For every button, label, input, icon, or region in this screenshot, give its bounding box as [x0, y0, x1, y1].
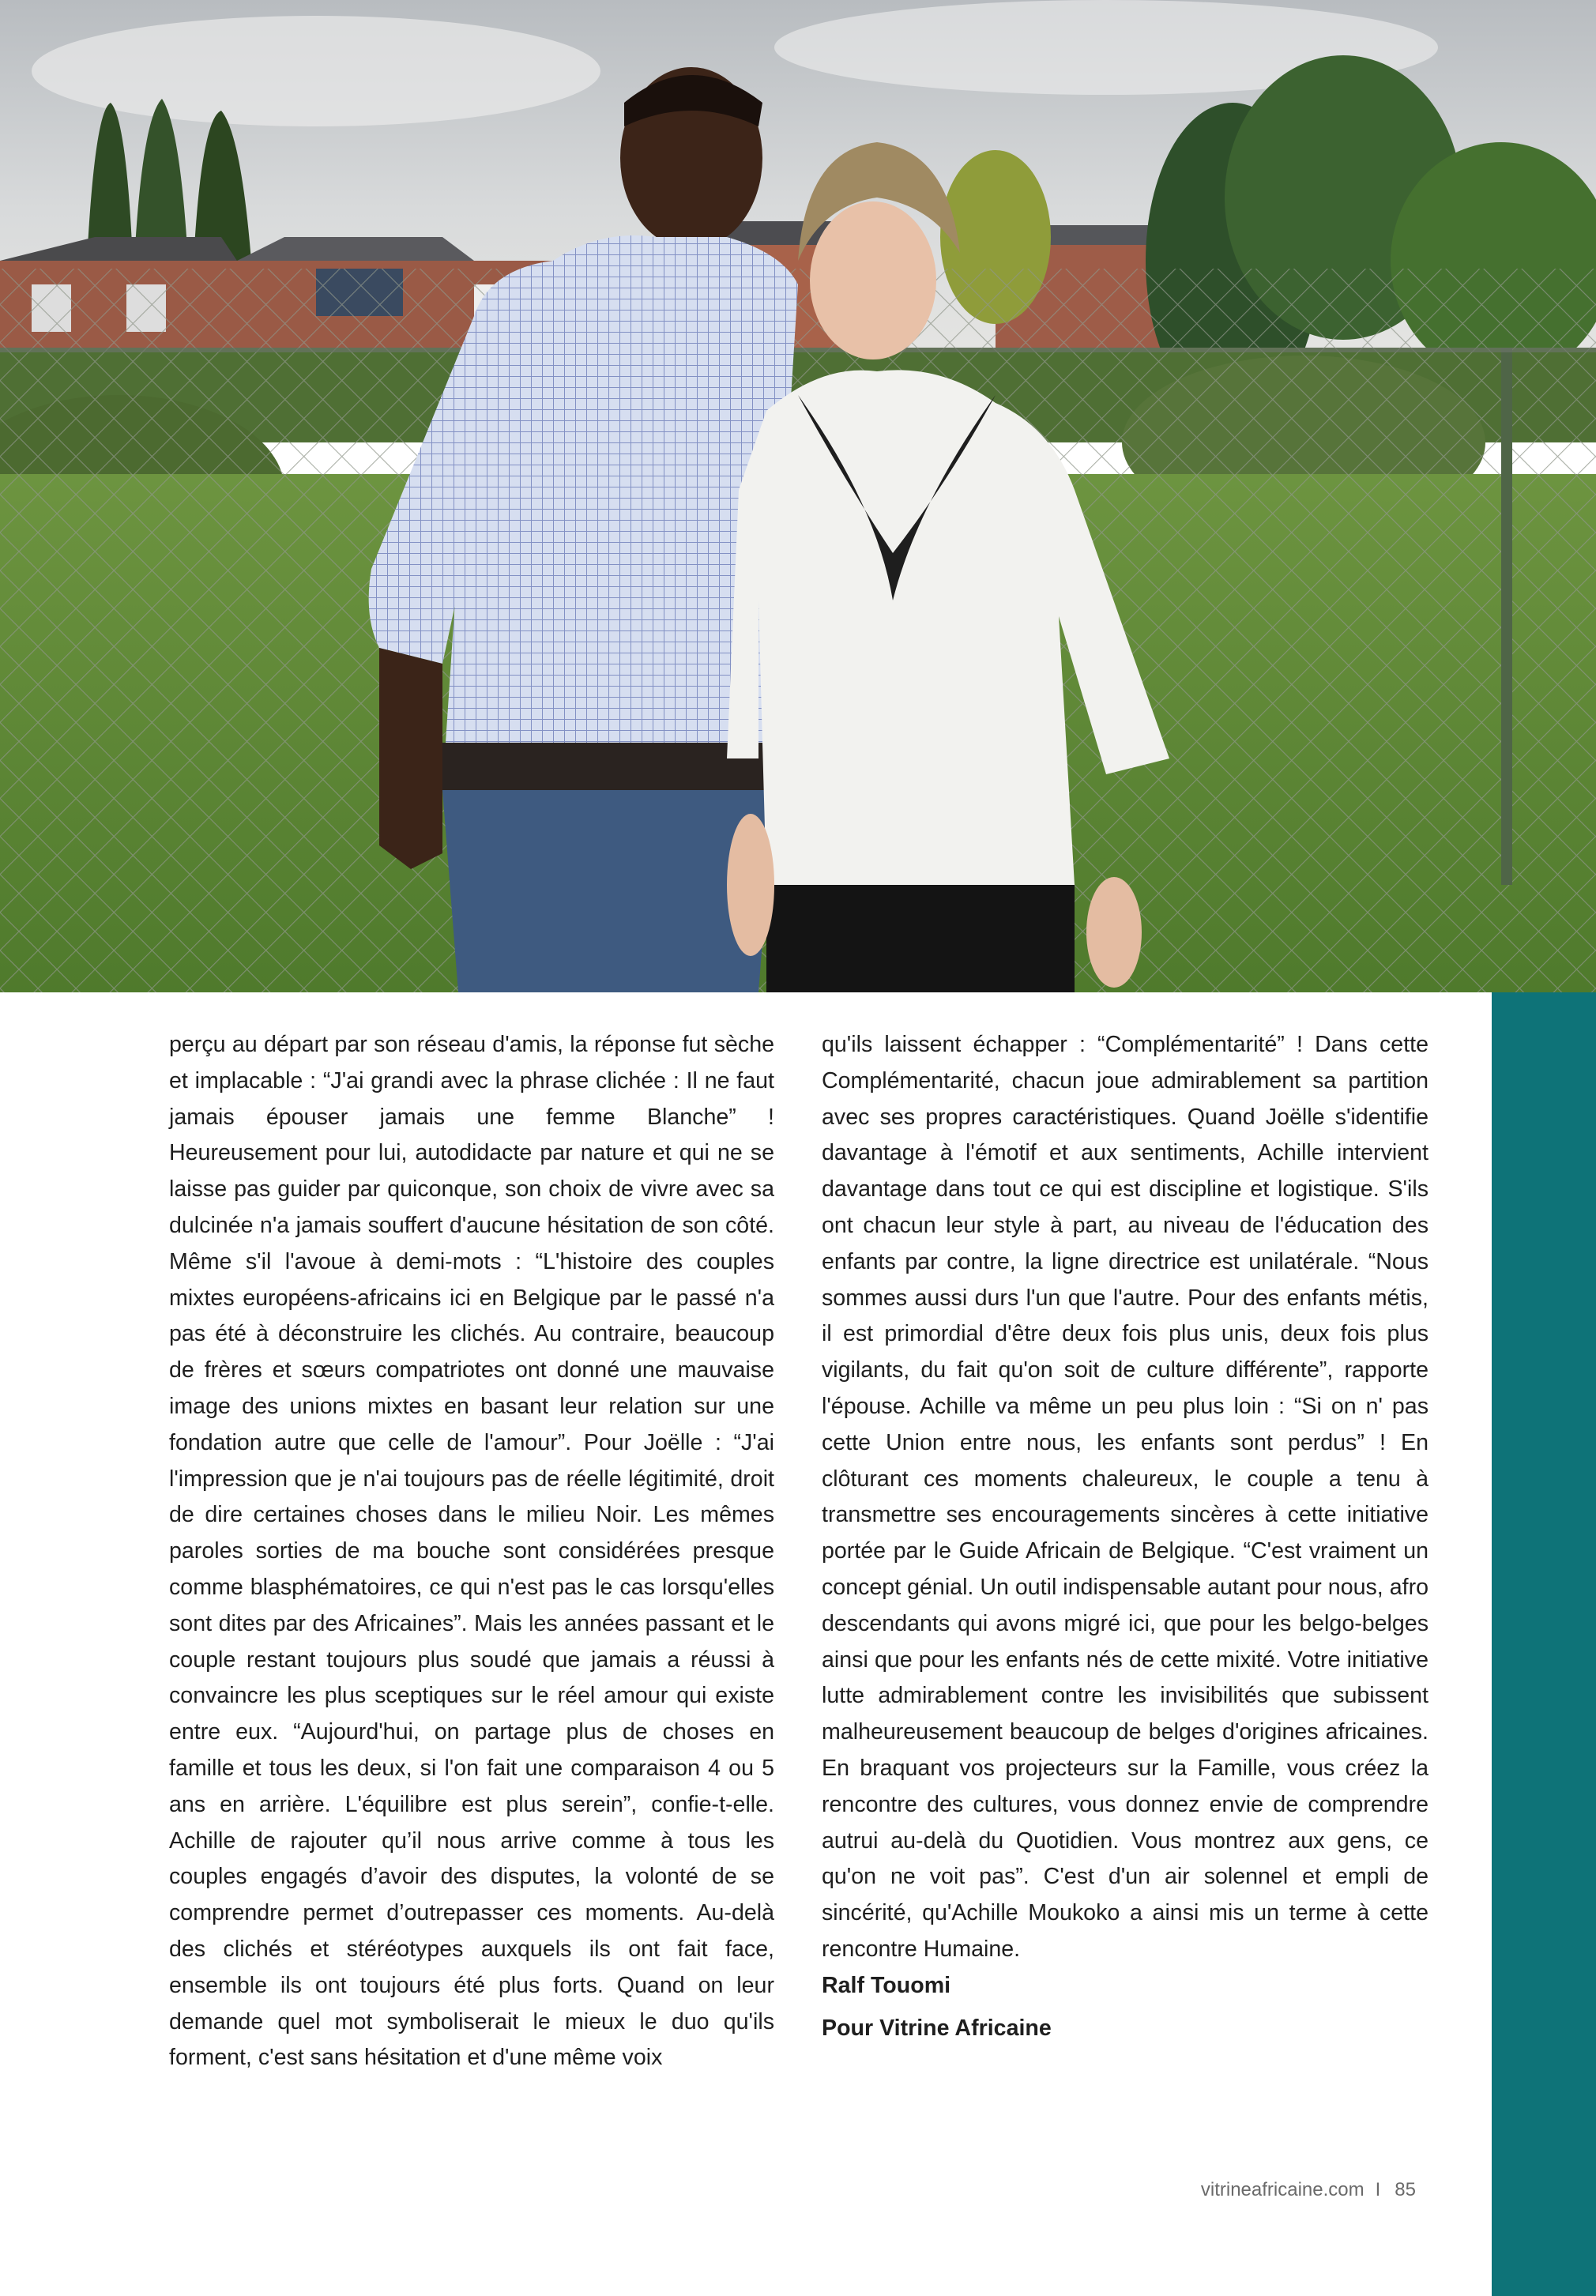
page-footer	[1106, 2179, 1416, 2201]
article-publication: Pour Vitrine Africaine	[822, 2015, 1052, 2041]
couple-photo-icon	[0, 0, 1596, 992]
article-column-right	[822, 1027, 1428, 2046]
article-column-left	[169, 1027, 774, 2076]
page-number: 85	[1395, 2179, 1416, 2200]
article-author: Ralf Touomi	[822, 1972, 951, 1998]
footer-site: vitrineafricaine.com	[1200, 2179, 1365, 2200]
article-text-left: perçu au départ par son réseau d'amis, la réponse fut sèche et implacable : “J'ai grandi avec la phrase clichée : Il ne faut jamais épouser jamais une femme Blanche” ! Heureusement pour lui, autodidacte par nature et qui ne se laisse pas guider par quiconque, son choix de vivre avec sa dulcinée n'a jamais souffert d'aucune hésitation de son côté. Même s'il l'avoue à demi-mots : “L'histoire des couples mixtes européens-africains ici en Belgique par le passé n'a pas été à déconstruire les clichés. Au contraire, beaucoup de frères et sœurs compatriotes ont donné une mauvaise image des unions mixtes en basant leur relation sur une fondation autre que celle de l'amour”. Pour Joëlle : “J'ai l'impression que je n'ai toujours pas de réelle légitimité, droit de dire certaines choses dans le milieu Noir. Les mêmes paroles sorties de ma bouche sont considérées presque comme blasphématoires, ce qui n'est pas le cas lorsqu'elles sont dites par des Africaines”. Mais les années passant et le couple restant toujours plus soudé que jamais a réussi à convaincre les plus sceptiques sur le réel amour qui existe entre eux. “Aujourd'hui, on partage plus de choses en famille et tous les deux, si l'on fait une comparaison 4 ou 5 ans en arrière. L'équilibre est plus serein”, confie-t-elle. Achille de rajouter qu’il nous arrive comme à tous les couples engagés d’avoir des disputes, la volonté de se comprendre permet d’outrepasser ces moments. Au-delà des clichés et stéréotypes auxquels ils ont fait face, ensemble ils ont toujours été plus forts. Quand on leur demande quel mot symboliserait le mieux le duo qu'ils forment, c'est sans hésitation et d'une même voix	[169, 1032, 774, 2071]
article-text-right: qu'ils laissent échapper : “Complémentarité” ! Dans cette Complémentarité, chacun joue admirablement sa partition avec ses propres caractéristiques. Quand Joëlle s'identifie davantage à l'émotif et aux sentiments, Achille intervient davantage dans tout ce qui est discipline et logistique. S'ils ont chacun leur style à part, au niveau de l'éducation des enfants par contre, la ligne directrice est unilatérale. “Nous sommes aussi durs l'un que l'autre. Pour des enfants métis, il est primordial d'être deux fois plus unis, deux fois plus vigilants, du fait qu'on soit de culture différente”, rapporte l'épouse. Achille va même un peu plus loin : “Si on n' pas cette Union entre nous, les enfants sont perdus” ! En clôturant ces moments chaleureux, le couple a tenu à transmettre ses encouragements sincères à cette initiative portée par le Guide Africain de Belgique. “C'est vraiment un concept génial. Un outil indispensable autant pour nous, afro descendants qui avons migré ici, que pour les belgo-belges ainsi que pour les enfants nés de cette mixité. Votre initiative lutte admirablement contre les invisibilités que subissent malheureusement beaucoup de belges d'origines africaines. En braquant vos projecteurs sur la Famille, vous créez la rencontre des cultures, vous donnez envie de comprendre autrui au-delà du Quotidien. Vous montrez aux gens, ce qu'on ne voit pas”. C'est d'un air solennel et empli de sincérité, qu'Achille Moukoko a ainsi mis un terme à cette rencontre Humaine.	[822, 1032, 1428, 1962]
accent-side-bar	[1492, 992, 1596, 2296]
article-photo	[0, 0, 1596, 992]
footer-separator: I	[1375, 2179, 1381, 2200]
